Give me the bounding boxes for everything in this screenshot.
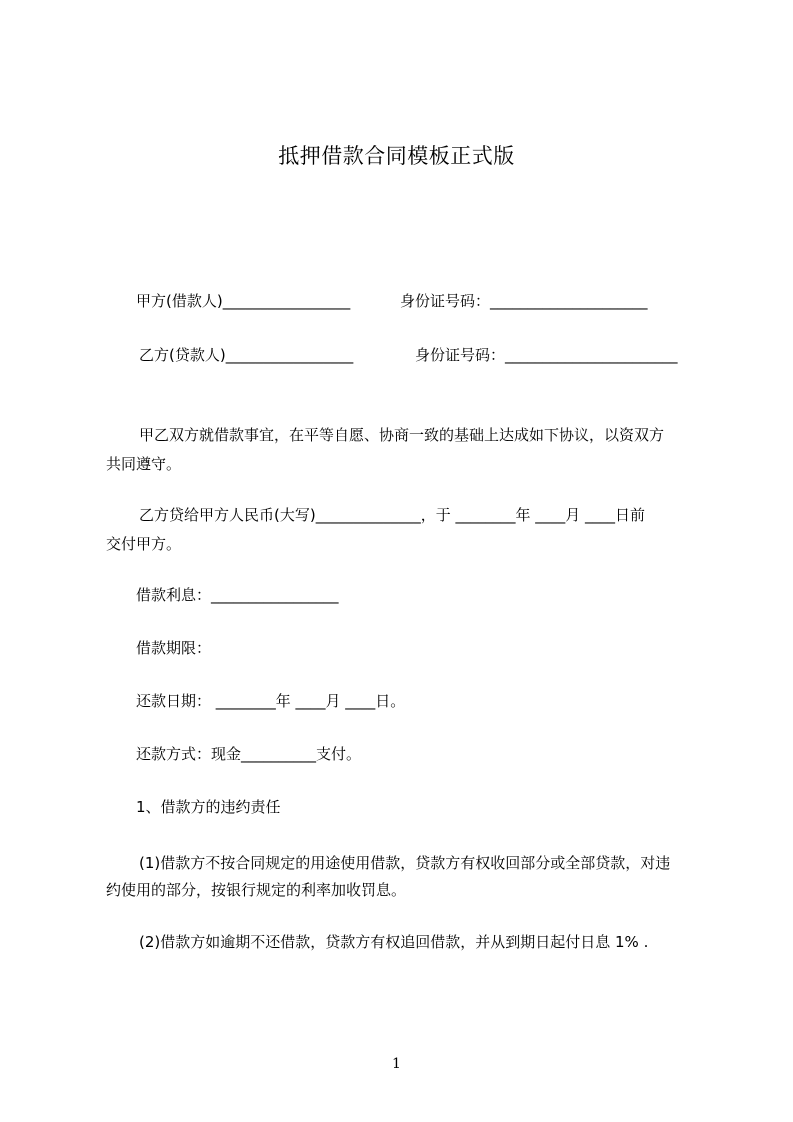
loan-term-line: 借款期限： <box>136 639 212 657</box>
party-b-name-line: 乙方(贷款人)_________________ <box>139 346 354 364</box>
repayment-method-line: 还款方式：现金__________支付。 <box>136 745 362 763</box>
intro-paragraph-line-1: 甲乙双方就借款事宜，在平等自愿、协商一致的基础上达成如下协议，以资双方 <box>139 426 665 444</box>
clause-2-line-1: (2)借款方如逾期不还借款，贷款方有权追回借款，并从到期日起付日息 1% . <box>139 933 649 951</box>
party-b-id-line: 身份证号码：_______________________ <box>415 346 678 364</box>
section-1-heading: 1、借款方的违约责任 <box>136 798 281 816</box>
loan-amount-line-2: 交付甲方。 <box>106 535 182 553</box>
repayment-date-line: 还款日期： ________年 ____月 ____日。 <box>136 692 406 710</box>
party-a-name-line: 甲方(借款人)_________________ <box>136 292 351 310</box>
document-title: 抵押借款合同模板正式版 <box>278 144 515 168</box>
clause-1-line-2: 约使用的部分，按银行规定的利率加收罚息。 <box>106 881 407 899</box>
intro-paragraph-line-2: 共同遵守。 <box>106 455 182 473</box>
loan-amount-line-1: 乙方贷给甲方人民币(大写)______________，于 ________年 ____月 ____日前 <box>139 506 646 524</box>
clause-1-line-1: (1)借款方不按合同规定的用途使用借款，贷款方有权收回部分或全部贷款，对违 <box>139 854 671 872</box>
loan-interest-line: 借款利息：_________________ <box>136 586 339 604</box>
page-number: 1 <box>392 1056 401 1072</box>
party-a-id-line: 身份证号码：_____________________ <box>400 292 648 310</box>
